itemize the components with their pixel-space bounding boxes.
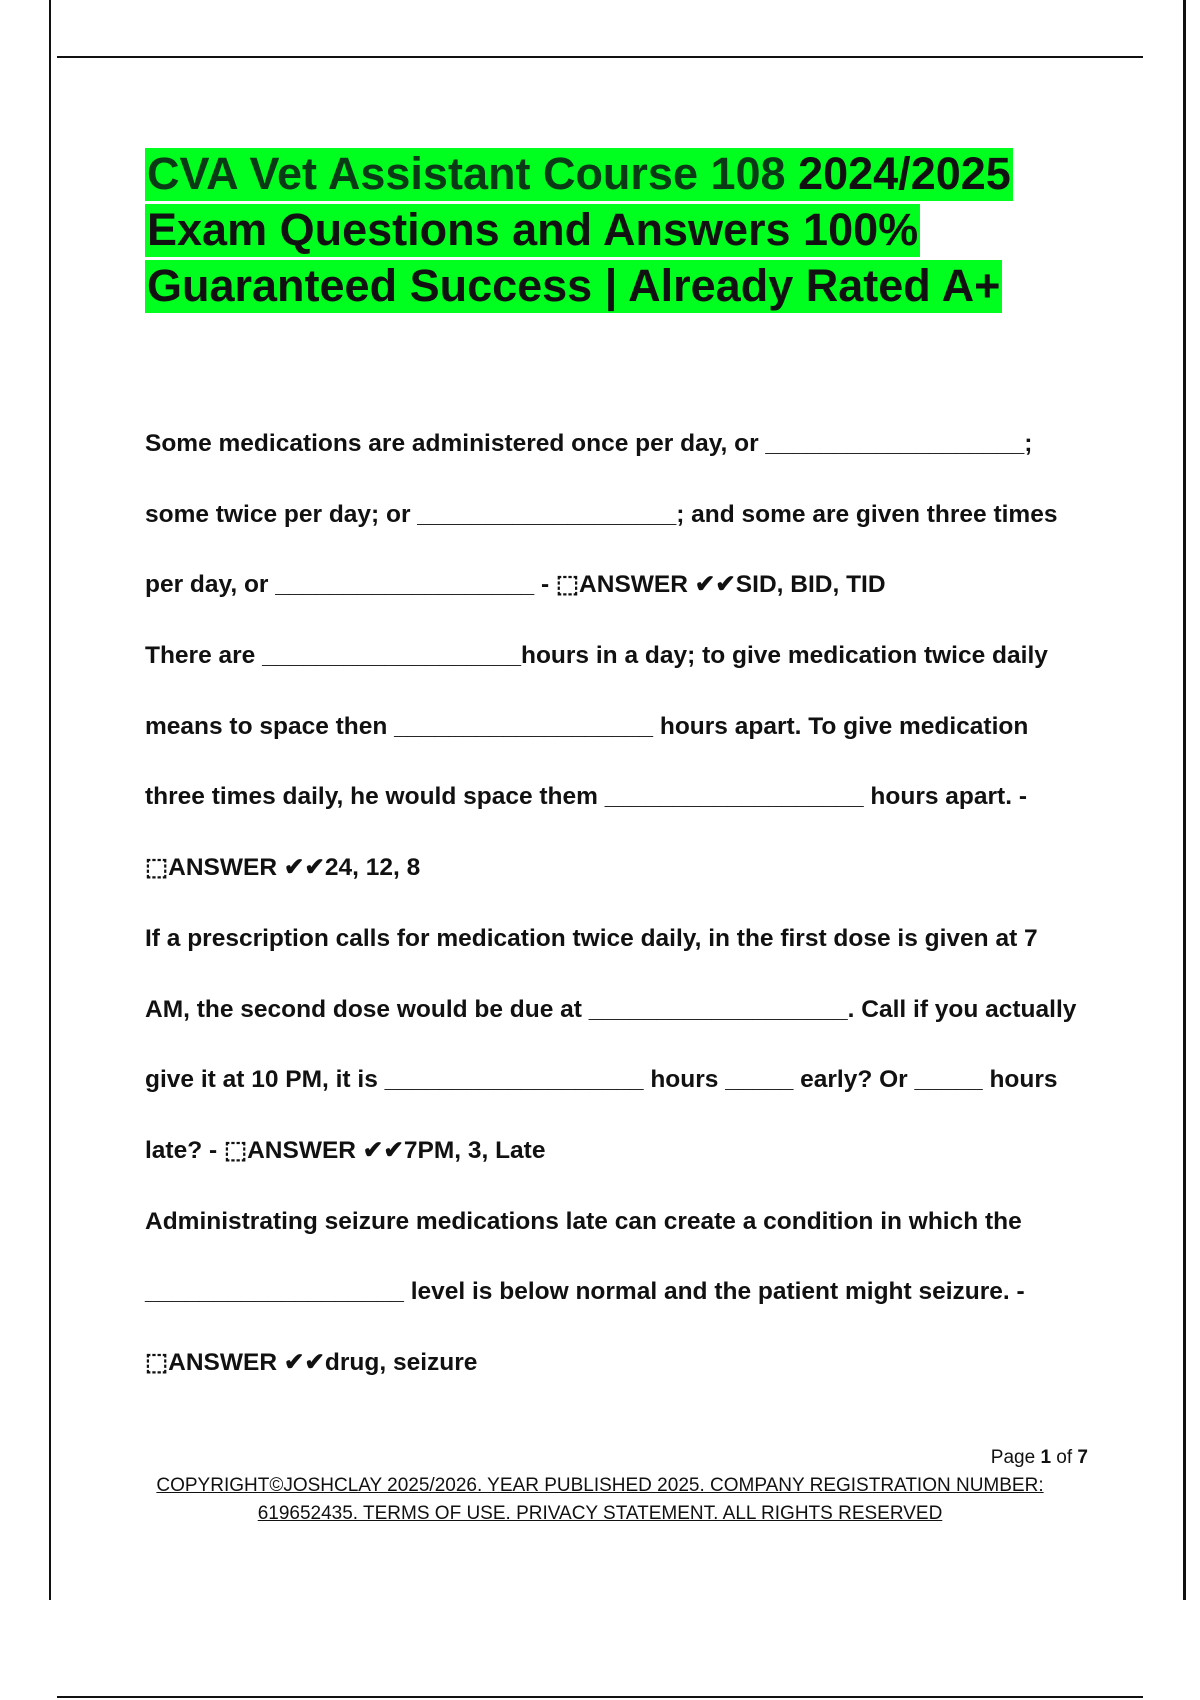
page-number-current: 1 (1040, 1447, 1052, 1468)
body-line: Administrating seizure medications late can create a condition in which the (145, 1207, 1022, 1235)
header-rule (57, 56, 1143, 58)
title-line-1-dark: CVA Vet Assistant Course 108 (147, 148, 799, 199)
body-line: There are ___________________hours in a day; to give medication twice daily (145, 642, 1048, 670)
body-line: Some medications are administered once per day, or ___________________; (145, 430, 1033, 457)
footer-rule (57, 1696, 1143, 1698)
page-number-prefix: Page (990, 1447, 1041, 1468)
body-line: some twice per day; or ___________________; and some are given three times (145, 500, 1058, 528)
body-line: ___________________ level is below normal and the patient might seizure. - (145, 1278, 1025, 1306)
body-line: ⬚ANSWER ✔✔drug, seizure (145, 1348, 478, 1376)
body-line: ⬚ANSWER ✔✔24, 12, 8 (145, 854, 421, 882)
page-border-right (1183, 0, 1186, 1600)
body-line: AM, the second dose would be due at ___________________. Call if you actually (145, 995, 1077, 1023)
title-line-1 (145, 146, 1095, 202)
body-line: give it at 10 PM, it is ___________________ hours _____ early? Or _____ hours (145, 1066, 1058, 1094)
body-line: three times daily, he would space them ___________________ hours apart. - (145, 783, 1027, 811)
body-line: per day, or ___________________ - ⬚ANSWER ✔✔SID, BID, TID (145, 571, 886, 599)
document-body (145, 430, 1095, 1420)
title-line-2 (145, 202, 1095, 258)
page-number-mid: of (1051, 1447, 1078, 1468)
copyright-line-1: COPYRIGHT©JOSHCLAY 2025/2026. YEAR PUBLISHED 2025. COMPANY REGISTRATION NUMBER: (156, 1475, 1044, 1496)
document-title (145, 146, 1095, 314)
page-border-left (49, 0, 51, 1600)
title-line-2-black: Exam Questions and Answers 100% (147, 204, 919, 255)
page-number-total: 7 (1077, 1447, 1088, 1468)
title-line-1-black: 2024/2025 (798, 148, 1011, 199)
copyright-line-2: 619652435. TERMS OF USE. PRIVACY STATEMENT. ALL RIGHTS RESERVED (257, 1503, 943, 1524)
page-number (100, 1444, 1088, 1472)
body-line: If a prescription calls for medication twice daily, in the first dose is given at 7 (145, 924, 1038, 952)
title-line-3 (145, 258, 1095, 314)
body-line: means to space then ___________________ hours apart. To give medication (145, 712, 1029, 740)
body-line: late? - ⬚ANSWER ✔✔7PM, 3, Late (145, 1136, 546, 1164)
page-footer (100, 1444, 1100, 1528)
title-line-3-black: Guaranteed Success | Already Rated A+ (147, 260, 1001, 311)
